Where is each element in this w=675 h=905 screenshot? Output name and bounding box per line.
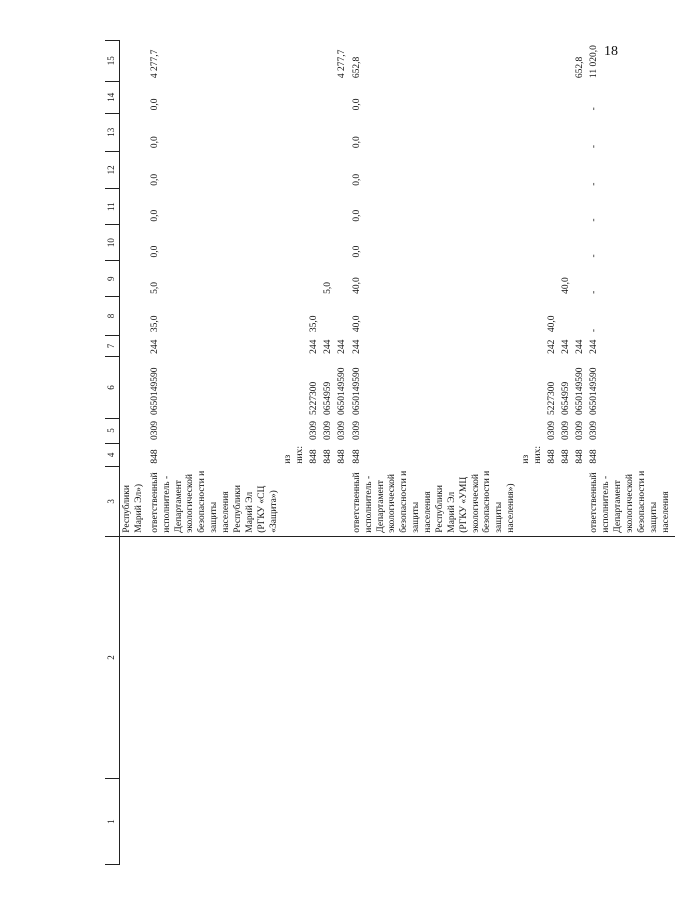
table-body	[120, 41, 675, 865]
cell-c8: 35,0	[149, 315, 160, 333]
cell-c12	[520, 151, 546, 189]
cell-c5: 0309	[309, 421, 320, 441]
cell-c12	[322, 151, 336, 189]
table-row	[560, 41, 574, 865]
cell-c7	[282, 335, 308, 357]
cell-c15: 652,8	[574, 56, 585, 79]
cell-c5: 0309	[589, 421, 600, 441]
cell-c9	[546, 261, 560, 297]
cell-c8	[520, 297, 546, 335]
cell-col-1	[336, 779, 350, 865]
table-row	[282, 41, 308, 865]
cell-c8	[560, 297, 574, 335]
cell-c10	[308, 225, 322, 261]
column-number-header: 9	[105, 261, 120, 297]
cell-c11	[120, 189, 148, 225]
cell-c8: 40,0	[351, 315, 362, 333]
table-row	[308, 41, 322, 865]
cell-c9	[308, 261, 322, 297]
cell-c14	[546, 81, 560, 113]
cell-c14	[308, 81, 322, 113]
cell-c4: 848	[149, 449, 160, 464]
cell-col-2	[350, 536, 520, 779]
cell-c15: 11 020,0	[589, 45, 600, 79]
cell-c11	[336, 189, 350, 225]
cell-c3	[546, 467, 560, 537]
cell-c13	[574, 113, 588, 151]
cell-c4: 848	[309, 449, 320, 464]
cell-c6: 5227300	[309, 381, 320, 416]
table-row	[520, 41, 546, 865]
cell-c3: ответственный исполнитель - Департамент экологической безопасности и защиты населения Республики Марий Эл (РГКУ «СЦ «Защита»)	[148, 467, 283, 537]
cell-c11	[520, 189, 546, 225]
cell-col-2	[336, 536, 350, 779]
cell-c6: 0650149590	[336, 367, 347, 416]
column-number-header: 7	[105, 335, 120, 357]
column-number-header: 4	[105, 443, 120, 467]
column-number-header: 6	[105, 357, 120, 418]
cell-c13	[120, 113, 148, 151]
cell-c14	[560, 81, 574, 113]
budget-table	[105, 40, 675, 865]
cell-c8	[120, 297, 148, 335]
cell-col-1	[546, 779, 560, 865]
cell-col-1	[520, 779, 546, 865]
table-row	[336, 41, 350, 865]
cell-col-2	[148, 536, 283, 779]
cell-col-2	[520, 536, 546, 779]
cell-c12	[574, 151, 588, 189]
cell-c13	[520, 113, 546, 151]
cell-c12: 0,0	[351, 173, 362, 186]
column-number-row	[105, 41, 120, 865]
cell-c9: 5,0	[149, 282, 160, 294]
column-number-header: 15	[105, 41, 120, 82]
cell-c14: 0,0	[149, 98, 160, 111]
cell-c4: 848	[560, 449, 571, 464]
cell-c8	[282, 297, 308, 335]
cell-c15	[322, 41, 336, 82]
cell-c10	[322, 225, 336, 261]
cell-c7: 244	[336, 339, 347, 354]
cell-col-2	[120, 536, 148, 779]
cell-c12	[282, 151, 308, 189]
cell-c15: 4 277,7	[336, 49, 347, 79]
cell-c8: 40,0	[546, 315, 557, 333]
cell-c4: из них:	[283, 446, 306, 464]
cell-c13	[282, 113, 308, 151]
cell-c13: -	[589, 144, 600, 149]
cell-c15	[282, 41, 308, 82]
cell-col-1	[587, 779, 674, 865]
cell-c5: 0309	[323, 421, 333, 441]
cell-c7: 244	[589, 339, 600, 354]
cell-c7	[520, 335, 546, 357]
cell-c14: -	[589, 107, 600, 111]
cell-c4	[120, 443, 148, 467]
cell-c6	[282, 357, 308, 418]
cell-c9	[520, 261, 546, 297]
cell-c12: 0,0	[149, 173, 160, 186]
table-row	[120, 41, 148, 865]
cell-c6: 0654959	[323, 381, 333, 416]
cell-c6: 0650149590	[589, 367, 600, 416]
cell-c10	[560, 225, 574, 261]
cell-c13	[546, 113, 560, 151]
cell-c4: из них:	[521, 446, 543, 464]
cell-c12	[546, 151, 560, 189]
cell-c3: Республики Марий Эл»)	[120, 467, 148, 537]
cell-c5	[282, 418, 308, 443]
cell-c12	[120, 151, 148, 189]
cell-c6	[120, 357, 148, 418]
cell-c5: 0309	[574, 421, 585, 441]
cell-c13	[560, 113, 574, 151]
column-number-header: 3	[105, 467, 120, 537]
cell-c7: 244	[149, 339, 160, 354]
cell-c11: 0,0	[351, 209, 362, 222]
cell-c13: 0,0	[351, 136, 362, 149]
cell-c9	[120, 261, 148, 297]
cell-c7	[120, 335, 148, 357]
cell-c4: 848	[351, 449, 362, 464]
cell-col-2	[574, 536, 588, 779]
cell-c3	[574, 467, 588, 537]
cell-c3	[322, 467, 336, 537]
cell-c4: 848	[574, 449, 585, 464]
cell-c8	[322, 297, 336, 335]
cell-c7: 244	[351, 339, 362, 354]
column-number-header: 8	[105, 297, 120, 335]
cell-c15: 4 277,7	[149, 49, 160, 79]
cell-c3	[520, 467, 546, 537]
column-number-header: 5	[105, 418, 120, 443]
cell-col-1	[148, 779, 283, 865]
column-number-header: 12	[105, 151, 120, 189]
cell-c5: 0309	[560, 421, 571, 441]
cell-c15	[308, 41, 322, 82]
cell-c15	[546, 41, 560, 82]
cell-c3	[308, 467, 322, 537]
cell-c7: 244	[574, 339, 585, 354]
cell-col-2	[587, 536, 674, 779]
cell-c5	[520, 418, 546, 443]
cell-c11	[546, 189, 560, 225]
cell-c10	[546, 225, 560, 261]
cell-col-2	[282, 536, 308, 779]
cell-c12: -	[589, 182, 600, 186]
cell-c14	[282, 81, 308, 113]
cell-c14: 0,0	[351, 98, 362, 111]
cell-col-1	[560, 779, 574, 865]
column-number-header: 14	[105, 81, 120, 113]
cell-c4: 848	[589, 449, 600, 464]
cell-col-1	[350, 779, 520, 865]
cell-c9	[574, 261, 588, 297]
column-number-header: 11	[105, 189, 120, 225]
cell-c13	[308, 113, 322, 151]
cell-c10	[282, 225, 308, 261]
cell-c9	[282, 261, 308, 297]
cell-c5: 0309	[336, 421, 347, 441]
cell-c10: 0,0	[149, 245, 160, 258]
cell-c12	[336, 151, 350, 189]
cell-col-2	[546, 536, 560, 779]
cell-c9: 40,0	[351, 277, 362, 294]
cell-c15	[560, 41, 574, 82]
cell-c14	[574, 81, 588, 113]
cell-c11	[308, 189, 322, 225]
page-number: 18	[604, 44, 618, 59]
cell-c7: 242	[546, 339, 557, 354]
cell-c11: 0,0	[149, 209, 160, 222]
cell-c6: 0650149590	[574, 367, 585, 416]
cell-c14	[336, 81, 350, 113]
cell-c11: -	[589, 218, 600, 222]
cell-c15	[120, 41, 148, 82]
cell-c10	[520, 225, 546, 261]
cell-c5: 0309	[149, 421, 160, 441]
cell-c14	[322, 81, 336, 113]
table-row	[350, 41, 520, 865]
column-number-header: 13	[105, 113, 120, 151]
cell-c3: ответственный исполнитель - Департамент экологической безопасности и защиты населения	[587, 467, 674, 537]
cell-c9: 5,0	[323, 282, 333, 294]
cell-c14	[120, 81, 148, 113]
table-row	[322, 41, 336, 865]
cell-c10: -	[589, 254, 600, 258]
cell-c3	[336, 467, 350, 537]
cell-c4: 848	[336, 449, 347, 464]
cell-c6: 0650149590	[351, 367, 362, 416]
column-number-header: 2	[105, 536, 120, 779]
cell-c7: 244	[323, 339, 333, 354]
cell-c15	[520, 41, 546, 82]
cell-c9: -	[589, 290, 600, 294]
column-number-header: 1	[105, 779, 120, 865]
cell-c8: -	[589, 328, 600, 333]
cell-c3	[282, 467, 308, 537]
cell-col-1	[322, 779, 336, 865]
cell-col-2	[308, 536, 322, 779]
cell-col-1	[574, 779, 588, 865]
cell-c7: 244	[309, 339, 320, 354]
cell-c3	[560, 467, 574, 537]
cell-c11	[560, 189, 574, 225]
cell-c4: 848	[546, 449, 557, 464]
cell-col-2	[560, 536, 574, 779]
cell-col-1	[282, 779, 308, 865]
cell-col-1	[308, 779, 322, 865]
table-row	[574, 41, 588, 865]
cell-c5	[120, 418, 148, 443]
cell-c8: 35,0	[309, 315, 320, 333]
cell-c11	[282, 189, 308, 225]
cell-col-1	[120, 779, 148, 865]
cell-c12	[308, 151, 322, 189]
table-row	[546, 41, 560, 865]
cell-c14	[520, 81, 546, 113]
cell-c3: ответственный исполнитель - Департамент экологической безопасности и защиты населения Республики Марий Эл (РГКУ «УМЦ экологической безопасности и защиты населения»)	[350, 467, 520, 537]
cell-c5: 0309	[351, 421, 362, 441]
cell-c11	[322, 189, 336, 225]
cell-c4: 848	[323, 449, 333, 464]
cell-c13	[322, 113, 336, 151]
cell-c13: 0,0	[149, 136, 160, 149]
table-row	[587, 41, 674, 865]
cell-c10	[336, 225, 350, 261]
cell-c10: 0,0	[351, 245, 362, 258]
cell-c10	[574, 225, 588, 261]
cell-c6	[520, 357, 546, 418]
table-row	[148, 41, 283, 865]
cell-c10	[120, 225, 148, 261]
cell-c9: 40,0	[560, 277, 571, 294]
cell-c7: 244	[560, 339, 571, 354]
cell-c8	[336, 297, 350, 335]
cell-c15: 652,8	[351, 56, 362, 79]
column-number-header: 10	[105, 225, 120, 261]
cell-c9	[336, 261, 350, 297]
cell-c6: 0650149590	[149, 367, 160, 416]
cell-c6: 0654959	[560, 381, 571, 416]
cell-c11	[574, 189, 588, 225]
cell-c8	[574, 297, 588, 335]
cell-c13	[336, 113, 350, 151]
cell-col-2	[322, 536, 336, 779]
cell-c5: 0309	[546, 421, 557, 441]
cell-c6: 5227300	[546, 381, 557, 416]
cell-c12	[560, 151, 574, 189]
